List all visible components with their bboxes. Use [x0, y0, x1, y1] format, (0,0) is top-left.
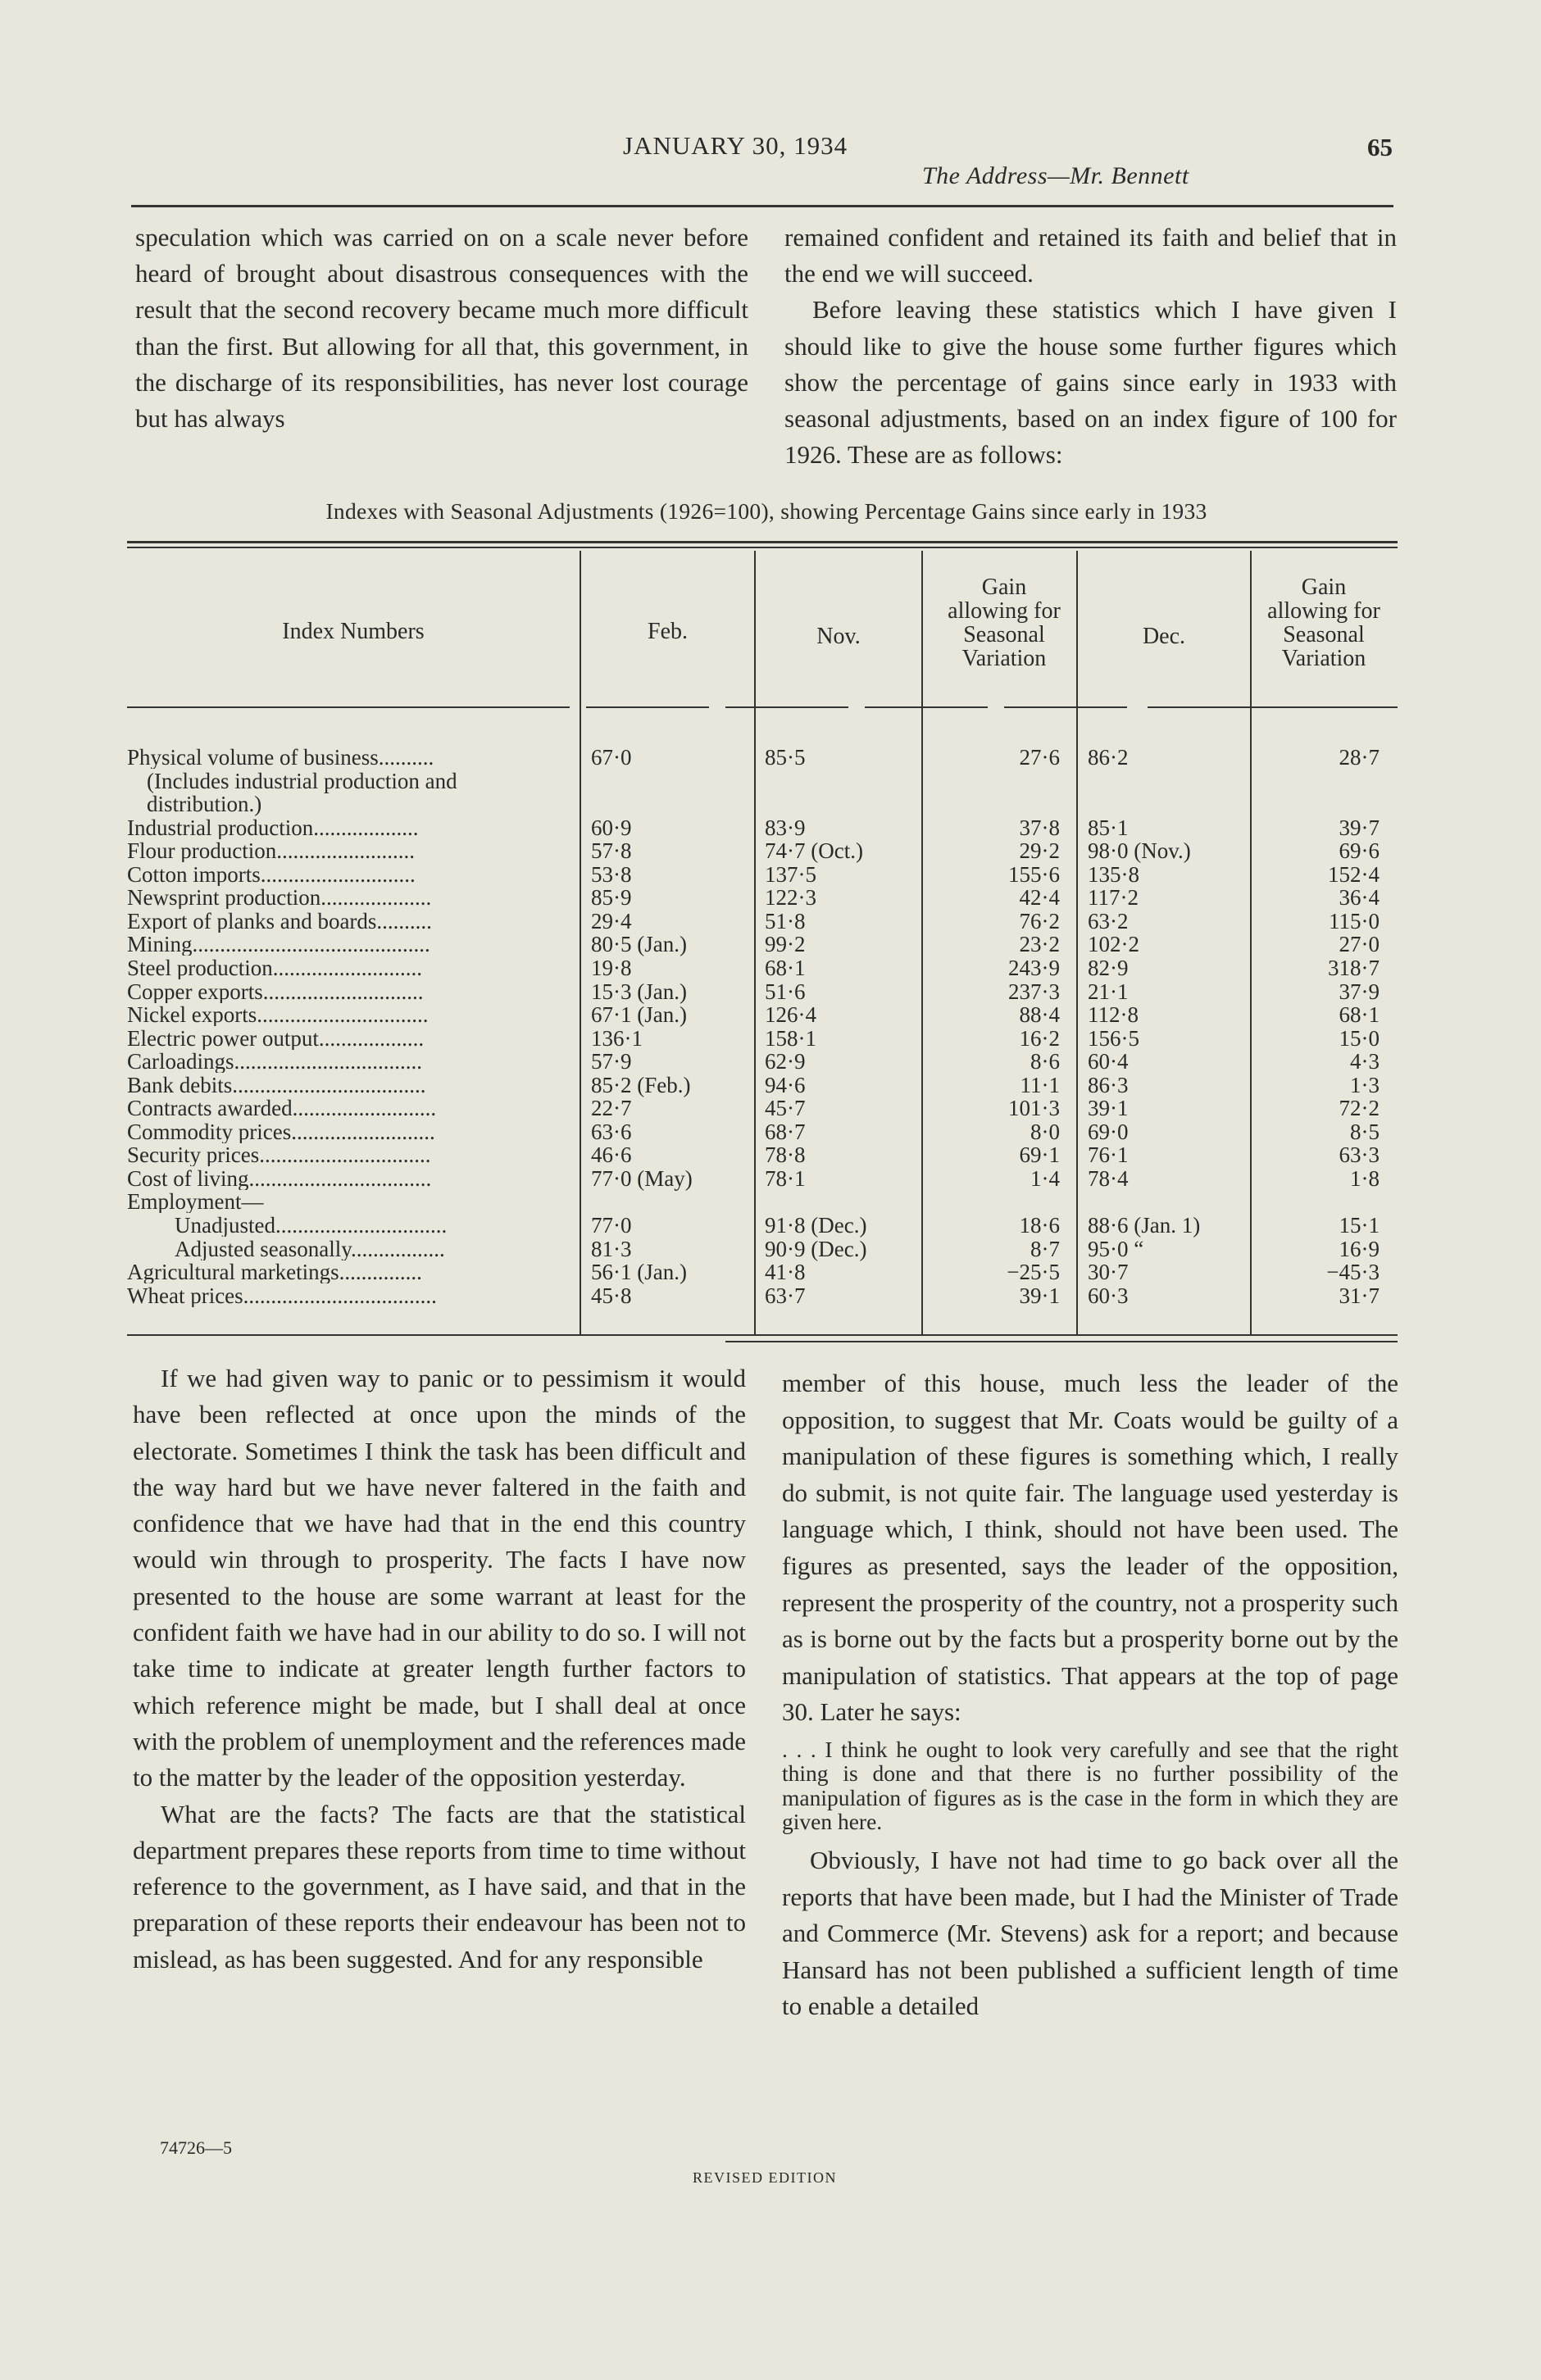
block-quote: . . . I think he ought to look very carefully and see that the right thing is done and that there is no further possibility of the manipulation of figures as is the case in the form in which they are given here. [782, 1736, 1398, 1835]
header-index-numbers: Index Numbers [282, 619, 425, 644]
cell-nov: 91·8 (Dec.) [765, 1213, 867, 1238]
index-table [127, 541, 1398, 1342]
cell-dec: 78·4 [1088, 1165, 1129, 1191]
cell-feb: 29·4 [591, 908, 632, 933]
cell-feb: 81·3 [591, 1236, 632, 1261]
cell-gain-nov: 88·4 [1019, 1002, 1060, 1028]
header-rule-segment [586, 706, 709, 708]
cell-gain-dec: 68·1 [1339, 1002, 1380, 1028]
column-divider [754, 551, 756, 1334]
paragraph: Obviously, I have not had time to go back over all the reports that have been made, but I had the Minister of Trade and Commerce (Mr. Stevens) ask for a report; and because Hansard has not been published a sufficient length of time to enable a detailed [782, 1845, 1398, 2021]
cell-nov: 41·8 [765, 1260, 806, 1285]
cell-feb: 67·1 (Jan.) [591, 1002, 687, 1028]
cell-gain-nov: 101·3 [1008, 1096, 1060, 1121]
cell-dec: 95·0 “ [1088, 1236, 1144, 1261]
cell-nov: 45·7 [765, 1096, 806, 1121]
cell-dec: 60·4 [1088, 1049, 1129, 1074]
cell-feb: 56·1 (Jan.) [591, 1260, 687, 1285]
table-bottom-rule-2 [725, 1341, 1398, 1342]
cell-gain-dec: 1·8 [1350, 1165, 1380, 1191]
cell-nov: 158·1 [765, 1025, 816, 1051]
header-gain-dec: Gain allowing for Seasonal Variation [1267, 575, 1380, 671]
cell-gain-nov: 23·2 [1019, 932, 1060, 957]
row-label: Agricultural marketings............... [127, 1260, 422, 1284]
row-label: Steel production........................... [127, 956, 422, 979]
column-divider [1076, 551, 1078, 1334]
cell-feb: 85·2 (Feb.) [591, 1072, 691, 1097]
cell-gain-nov: 39·1 [1019, 1283, 1060, 1308]
cell-gain-dec: 63·3 [1339, 1142, 1380, 1168]
row-label: Cotton imports............................ [127, 862, 416, 886]
cell-nov: 90·9 (Dec.) [765, 1236, 867, 1261]
cell-gain-nov: 8·7 [1030, 1236, 1060, 1261]
cell-gain-dec: 115·0 [1329, 908, 1380, 933]
table-title: Indexes with Seasonal Adjustments (1926=100), showing Percentage Gains since early in 1933 [325, 498, 1207, 524]
cell-feb: 19·8 [591, 955, 632, 980]
edition-label: REVISED EDITION [693, 2169, 837, 2186]
cell-dec: 88·6 (Jan. 1) [1088, 1213, 1201, 1238]
cell-dec: 82·9 [1088, 955, 1129, 980]
row-label: Wheat prices................................... [127, 1283, 437, 1307]
cell-gain-nov: 16·2 [1019, 1025, 1060, 1051]
cell-gain-dec: 8·5 [1350, 1119, 1380, 1144]
cell-gain-dec: 28·7 [1339, 745, 1380, 770]
bottom-left-column [133, 1360, 746, 1978]
cell-feb: 22·7 [591, 1096, 632, 1121]
row-label: Bank debits................................... [127, 1073, 426, 1097]
cell-dec: 156·5 [1088, 1025, 1139, 1051]
paragraph: member of this house, much less the leader of the opposition, to suggest that Mr. Coats would be guilty of a manipulation of these figures is something which, I really do submit, is not quite fair. The language used yesterday is language which, I think, should not have been used. The figures as presented, says the leader of the opposition, represent the prosperity of the country, not a prosperity such as is borne out by the facts but a prosperity borne out by the manipulation of statistics. That appears at the top of page 30. Later he says: [782, 1369, 1398, 1727]
row-label: Electric power output................... [127, 1026, 425, 1050]
cell-dec: 60·3 [1088, 1283, 1129, 1308]
row-sublabel: (Includes industrial production and distribution.) [147, 768, 457, 816]
bottom-right-column [782, 1365, 1398, 2025]
cell-nov: 99·2 [765, 932, 806, 957]
cell-nov: 62·9 [765, 1049, 806, 1074]
header-feb: Feb. [648, 619, 688, 644]
cell-feb: 77·0 [591, 1213, 632, 1238]
cell-gain-dec: 39·7 [1339, 815, 1380, 840]
cell-gain-dec: 15·1 [1339, 1213, 1380, 1238]
cell-feb: 46·6 [591, 1142, 632, 1168]
row-label: Newsprint production.................... [127, 886, 432, 910]
cell-nov: 126·4 [765, 1002, 816, 1028]
cell-nov: 68·1 [765, 955, 806, 980]
cell-dec: 98·0 (Nov.) [1088, 838, 1191, 864]
cell-gain-nov: 42·4 [1019, 885, 1060, 911]
cell-dec: 63·2 [1088, 908, 1129, 933]
page-number: 65 [1367, 133, 1393, 161]
row-label: Commodity prices.......................... [127, 1120, 435, 1143]
header-rule [131, 205, 1393, 207]
cell-gain-nov: 37·8 [1019, 815, 1060, 840]
cell-gain-dec: 36·4 [1339, 885, 1380, 911]
cell-gain-dec: 31·7 [1339, 1283, 1380, 1308]
cell-dec: 117·2 [1088, 885, 1139, 911]
row-label: Contracts awarded.......................... [127, 1097, 437, 1120]
cell-dec: 85·1 [1088, 815, 1129, 840]
print-id: 74726—5 [160, 2137, 232, 2158]
cell-feb: 80·5 (Jan.) [591, 932, 687, 957]
row-label: Export of planks and boards.......... [127, 909, 432, 933]
cell-gain-nov: 29·2 [1019, 838, 1060, 864]
header-rule-segment [1004, 706, 1127, 708]
cell-gain-nov: 8·6 [1030, 1049, 1060, 1074]
header-gain-nov: Gain allowing for Seasonal Variation [948, 575, 1061, 671]
paragraph: Before leaving these statistics which I have given I should like to give the house some further figures which show the percentage of gains since early in 1933 with seasonal adjustments, based on an index figure of 100 for 1926. These are as follows: [784, 295, 1397, 470]
cell-gain-nov: 69·1 [1019, 1142, 1060, 1168]
cell-nov: 94·6 [765, 1072, 806, 1097]
cell-nov: 63·7 [765, 1283, 806, 1308]
cell-dec: 21·1 [1088, 979, 1129, 1004]
row-label: Industrial production................... [127, 815, 419, 839]
cell-gain-nov: 243·9 [1008, 955, 1060, 980]
column-divider [580, 551, 581, 1334]
table-top-rule-inner [127, 547, 1398, 548]
row-label: Physical volume of business.......... [127, 746, 434, 769]
cell-gain-nov: 237·3 [1008, 979, 1060, 1004]
cell-feb: 60·9 [591, 815, 632, 840]
row-label: Copper exports............................. [127, 979, 424, 1003]
cell-gain-nov: −25·5 [1007, 1260, 1060, 1285]
cell-nov: 122·3 [765, 885, 816, 911]
cell-gain-dec: 27·0 [1339, 932, 1380, 957]
top-left-column [135, 220, 748, 437]
cell-dec: 30·7 [1088, 1260, 1129, 1285]
date-line: JANUARY 30, 1934 [623, 131, 848, 160]
row-label: Unadjusted............................... [175, 1214, 448, 1237]
cell-gain-dec: 16·9 [1339, 1236, 1380, 1261]
cell-nov: 85·5 [765, 745, 806, 770]
row-label: Cost of living................................. [127, 1166, 432, 1190]
cell-dec: 86·2 [1088, 745, 1129, 770]
column-divider [1250, 551, 1252, 1334]
cell-nov: 78·8 [765, 1142, 806, 1168]
cell-gain-nov: 155·6 [1008, 861, 1060, 887]
table-top-rule [127, 541, 1398, 543]
cell-nov: 68·7 [765, 1119, 806, 1144]
running-title: The Address—Mr. Bennett [922, 162, 1189, 189]
paragraph: remained confident and retained its faith and belief that in the end we will succeed. [784, 223, 1397, 288]
cell-feb: 85·9 [591, 885, 632, 911]
table-bottom-rule [127, 1334, 1398, 1336]
cell-gain-nov: 27·6 [1019, 745, 1060, 770]
cell-feb: 15·3 (Jan.) [591, 979, 687, 1004]
cell-gain-dec: −45·3 [1326, 1260, 1380, 1285]
row-label: Adjusted seasonally................. [175, 1237, 445, 1260]
row-label: Security prices............................... [127, 1143, 431, 1167]
cell-gain-nov: 8·0 [1030, 1119, 1060, 1144]
cell-gain-nov: 18·6 [1019, 1213, 1060, 1238]
cell-gain-dec: 1·3 [1350, 1072, 1380, 1097]
paragraph: What are the facts? The facts are that the statistical department prepares these reports from time to time without reference to the government, as I have said, and that in the preparation of these reports their endeavour has been not to mislead, as has been suggested. And for any responsible [133, 1799, 746, 1973]
cell-nov: 74·7 (Oct.) [765, 838, 863, 864]
cell-feb: 63·6 [591, 1119, 632, 1144]
cell-gain-dec: 37·9 [1339, 979, 1380, 1004]
header-rule-segment [865, 706, 988, 708]
top-right-column [784, 220, 1397, 473]
cell-gain-nov: 1·4 [1030, 1165, 1060, 1191]
cell-nov: 83·9 [765, 815, 806, 840]
cell-dec: 86·3 [1088, 1072, 1129, 1097]
cell-dec: 102·2 [1088, 932, 1139, 957]
header-dec: Dec. [1142, 624, 1186, 649]
cell-feb: 67·0 [591, 745, 632, 770]
header-rule-segment [127, 706, 570, 708]
cell-gain-nov: 76·2 [1019, 908, 1060, 933]
cell-dec: 76·1 [1088, 1142, 1129, 1168]
cell-feb: 53·8 [591, 861, 632, 887]
row-label: Flour production......................... [127, 839, 415, 863]
cell-dec: 39·1 [1088, 1096, 1129, 1121]
cell-nov: 137·5 [765, 861, 816, 887]
cell-gain-dec: 152·4 [1328, 861, 1380, 887]
cell-feb: 45·8 [591, 1283, 632, 1308]
row-label: Carloadings.................................. [127, 1050, 422, 1074]
row-label: Mining........................................... [127, 933, 430, 956]
header-rule-segment [725, 706, 848, 708]
cell-nov: 78·1 [765, 1165, 806, 1191]
cell-gain-dec: 69·6 [1339, 838, 1380, 864]
cell-gain-nov: 11·1 [1020, 1072, 1060, 1097]
cell-nov: 51·8 [765, 908, 806, 933]
cell-dec: 69·0 [1088, 1119, 1129, 1144]
column-divider [921, 551, 923, 1334]
cell-feb: 136·1 [591, 1025, 643, 1051]
cell-dec: 112·8 [1088, 1002, 1139, 1028]
row-label: Nickel exports............................... [127, 1003, 429, 1027]
cell-gain-dec: 4·3 [1350, 1049, 1380, 1074]
cell-gain-dec: 15·0 [1339, 1025, 1380, 1051]
row-label: Employment— [127, 1190, 264, 1214]
paragraph: If we had given way to panic or to pessimism it would have been reflected at once upon the minds of the electorate. Sometimes I think the task has been difficult and the way hard but we have never faltered in the faith and confidence that we have had that in the end this country would win through to prosperity. The facts I have now presented to the house are some warrant at least for the confident faith we have had in our ability to do so. I will not take time to indicate at greater length further factors to which reference might be made, but I shall deal at once with the problem of unemployment and the references made to the matter by the leader of the opposition yesterday. [133, 1364, 746, 1792]
cell-feb: 57·8 [591, 838, 632, 864]
cell-gain-dec: 72·2 [1339, 1096, 1380, 1121]
paragraph: speculation which was carried on on a scale never before heard of brought about disastrous consequences with the result that the second recovery became much more difficult than the first. But allowing for all that, this government, in the discharge of its responsibilities, has never lost courage but has always [135, 223, 748, 434]
cell-dec: 135·8 [1088, 861, 1139, 887]
header-rule-segment [1148, 706, 1398, 708]
header-nov: Nov. [816, 624, 861, 649]
cell-feb: 77·0 (May) [591, 1165, 693, 1191]
cell-feb: 57·9 [591, 1049, 632, 1074]
cell-nov: 51·6 [765, 979, 806, 1004]
cell-gain-dec: 318·7 [1328, 955, 1380, 980]
